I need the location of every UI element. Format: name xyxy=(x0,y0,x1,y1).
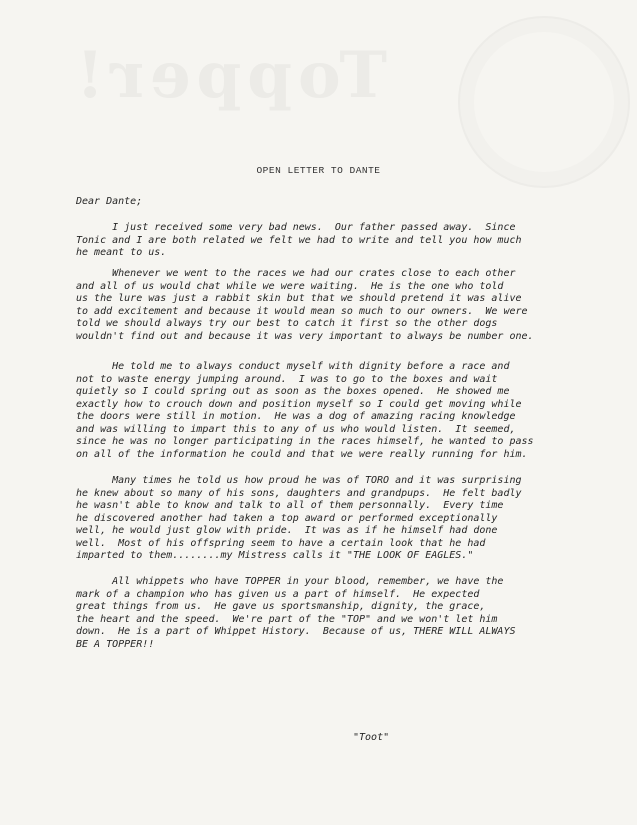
paragraph-2 xyxy=(76,268,578,343)
paragraph-3 xyxy=(76,361,578,461)
paragraph-line: exactly how to crouch down and position myself so I could get moving while xyxy=(76,398,522,410)
paragraph-line: not to waste energy jumping around. I was to go to the boxes and wait xyxy=(76,373,498,385)
salutation: Dear Dante; xyxy=(76,196,143,207)
paragraph-line: he knew about so many of his sons, daughters and grandpups. He felt badly xyxy=(76,487,522,499)
paragraph-line: to add excitement and because it would mean so much to our owners. We were xyxy=(76,305,528,317)
paragraph-line: BE A TOPPER!! xyxy=(76,638,155,650)
paragraph-line: All whippets who have TOPPER in your blood, remember, we have the xyxy=(76,576,504,587)
paragraph-line: He told me to always conduct myself with dignity before a race and xyxy=(76,361,510,372)
paragraph-line: and all of us would chat while we were waiting. He is the one who told xyxy=(76,280,504,292)
paragraph-line: imparted to them........my Mistress calls it "THE LOOK OF EAGLES." xyxy=(76,550,474,561)
paragraph-line: quietly so I could spring out as soon as the boxes opened. He showed me xyxy=(76,386,510,397)
signature: "Toot" xyxy=(353,732,390,743)
paragraph-5 xyxy=(76,576,578,651)
paragraph-line: and was willing to impart this to any of us who would listen. It seemed, xyxy=(76,423,516,435)
paragraph-line: down. He is a part of Whippet History. Because of us, THERE WILL ALWAYS xyxy=(76,626,516,637)
paragraph-line: on all of the information he could and that we were really running for him. xyxy=(76,448,528,460)
paragraph-line: the doors were still in motion. He was a dog of amazing racing knowledge xyxy=(76,411,516,422)
bleed-through-seal xyxy=(458,16,630,188)
bleed-through-watermark: Topper! xyxy=(70,38,387,113)
paragraph-line: I just received some very bad news. Our father passed away. Since xyxy=(76,222,516,233)
paragraph-1 xyxy=(76,222,578,260)
paragraph-line: the heart and the speed. We're part of the "TOP" and we won't let him xyxy=(76,613,498,625)
paragraph-line: Whenever we went to the races we had our crates close to each other xyxy=(76,268,516,279)
paragraph-line: told we should always try our best to catch it first so the other dogs xyxy=(76,318,498,329)
paragraph-line: well, he would just glow with pride. It was as if he himself had done xyxy=(76,525,498,536)
paragraph-line: since he was no longer participating in the races himself, he wanted to pass xyxy=(76,436,534,447)
paragraph-line: great things from us. He gave us sportsmanship, dignity, the grace, xyxy=(76,601,486,612)
paragraph-4 xyxy=(76,475,578,563)
letter-title: OPEN LETTER TO DANTE xyxy=(256,165,381,176)
paragraph-line: Many times he told us how proud he was of TORO and it was surprising xyxy=(76,475,522,486)
paragraph-line: mark of a champion who has given us a part of himself. He expected xyxy=(76,588,480,600)
paragraph-line: he wasn't able to know and talk to all of them personnally. Every time xyxy=(76,500,504,511)
paragraph-line: he meant to us. xyxy=(76,247,167,258)
paragraph-line: wouldn't find out and because it was very important to always be number one. xyxy=(76,330,534,342)
paragraph-line: well. Most of his offspring seem to have a certain look that he had xyxy=(76,537,486,549)
paragraph-line: Tonic and I are both related we felt we had to write and tell you how much xyxy=(76,234,522,246)
paragraph-line: us the lure was just a rabbit skin but that we should pretend it was alive xyxy=(76,293,522,304)
paragraph-line: he discovered another had taken a top award or performed exceptionally xyxy=(76,512,498,524)
